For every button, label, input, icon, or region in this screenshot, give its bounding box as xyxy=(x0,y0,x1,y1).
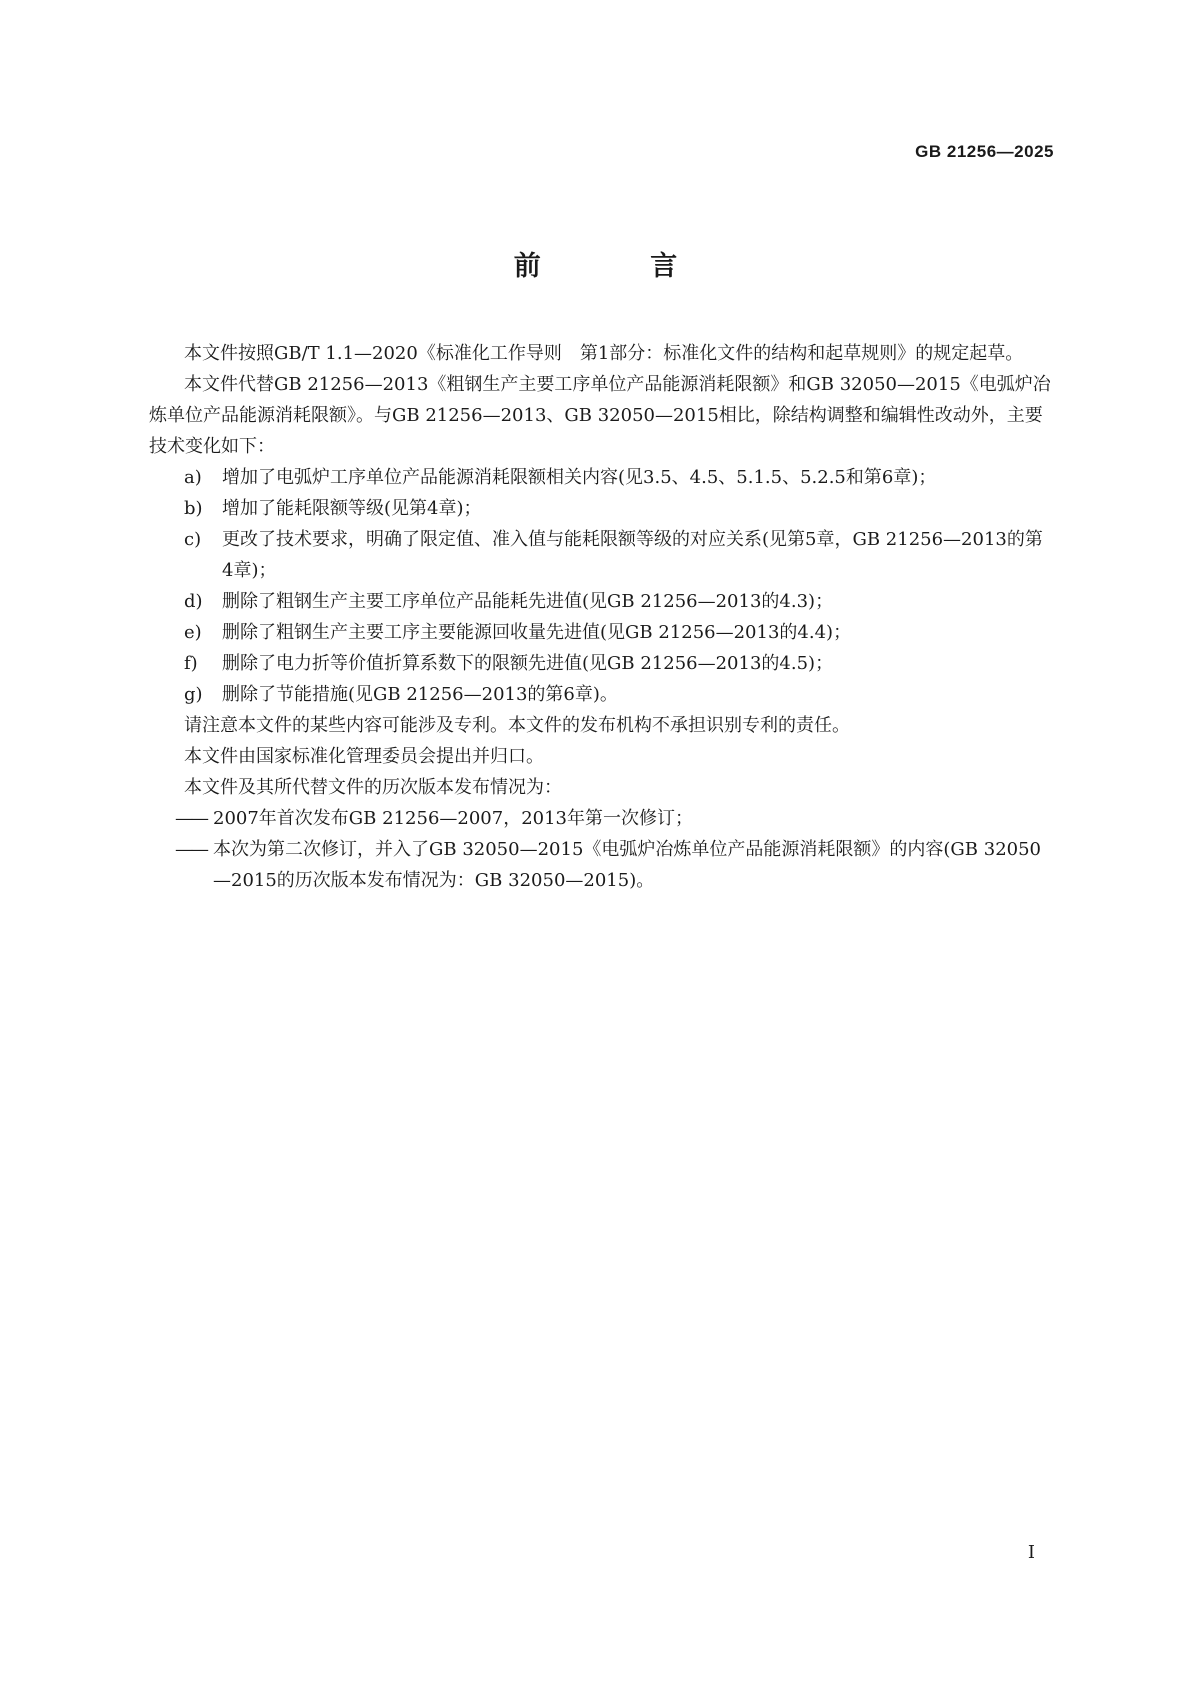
history-dash: —— xyxy=(175,839,207,860)
history-item-text: 2007年首次发布GB 21256—2007，2013年第一次修订； xyxy=(213,808,694,829)
standard-code: GB 21256—2025 xyxy=(915,142,1054,161)
list-item-text: 更改了技术要求，明确了限定值、准入值与能耗限额等级的对应关系(见第5章，GB 21256—2013的第4章)； xyxy=(222,529,1043,581)
list-item-text: 增加了电弧炉工序单位产品能源消耗限额相关内容(见3.5、4.5、5.1.5、5.2.5和第6章)； xyxy=(222,467,937,488)
list-item xyxy=(149,617,1053,648)
list-item xyxy=(149,679,1053,710)
foreword-body xyxy=(149,338,1053,896)
list-item-text: 增加了能耗限额等级(见第4章)； xyxy=(222,498,482,519)
history-item xyxy=(149,803,1053,834)
list-marker: e) xyxy=(184,622,202,643)
list-marker: c) xyxy=(184,529,202,550)
history-item-text: 本次为第二次修订，并入了GB 32050—2015《电弧炉冶炼单位产品能源消耗限额》的内容(GB 32050—2015的历次版本发布情况为：GB 32050—2015)。 xyxy=(213,839,1042,891)
changes-list xyxy=(149,462,1053,710)
list-marker: d) xyxy=(184,591,203,612)
list-item-text: 删除了粗钢生产主要工序主要能源回收量先进值(见GB 21256—2013的4.4)； xyxy=(222,622,852,643)
paragraph-version-history: 本文件及其所代替文件的历次版本发布情况为： xyxy=(184,777,562,798)
list-marker: a) xyxy=(184,467,202,488)
list-item-text: 删除了粗钢生产主要工序单位产品能耗先进值(见GB 21256—2013的4.3)； xyxy=(222,591,834,612)
list-item xyxy=(149,493,1053,524)
list-item xyxy=(149,524,1053,586)
list-item-text: 删除了节能措施(见GB 21256—2013的第6章)。 xyxy=(222,684,618,705)
paragraph-replacement: 本文件代替GB 21256—2013《粗钢生产主要工序单位产品能源消耗限额》和GB 32050—2015《电弧炉冶炼单位产品能源消耗限额》。与GB 21256—2013、GB 32050—2015相比，除结构调整和编辑性改动外，主要技术变化如下： xyxy=(149,374,1051,457)
list-item xyxy=(149,648,1053,679)
history-item xyxy=(149,834,1053,896)
list-marker: b) xyxy=(184,498,203,519)
paragraph-patent-notice: 请注意本文件的某些内容可能涉及专利。本文件的发布机构不承担识别专利的责任。 xyxy=(184,715,850,736)
history-dash: —— xyxy=(175,808,207,829)
list-item xyxy=(149,586,1053,617)
history-list xyxy=(149,803,1053,896)
page-number: I xyxy=(1027,1542,1035,1563)
list-marker: f) xyxy=(184,653,198,674)
paragraph-proposer: 本文件由国家标准化管理委员会提出并归口。 xyxy=(184,746,544,767)
list-item xyxy=(149,462,1053,493)
page-title: 前 言 xyxy=(513,251,728,282)
list-item-text: 删除了电力折等价值折算系数下的限额先进值(见GB 21256—2013的4.5)； xyxy=(222,653,834,674)
list-marker: g) xyxy=(184,684,203,705)
paragraph-drafting-rules: 本文件按照GB/T 1.1—2020《标准化工作导则 第1部分：标准化文件的结构和起草规则》的规定起草。 xyxy=(184,343,1024,364)
